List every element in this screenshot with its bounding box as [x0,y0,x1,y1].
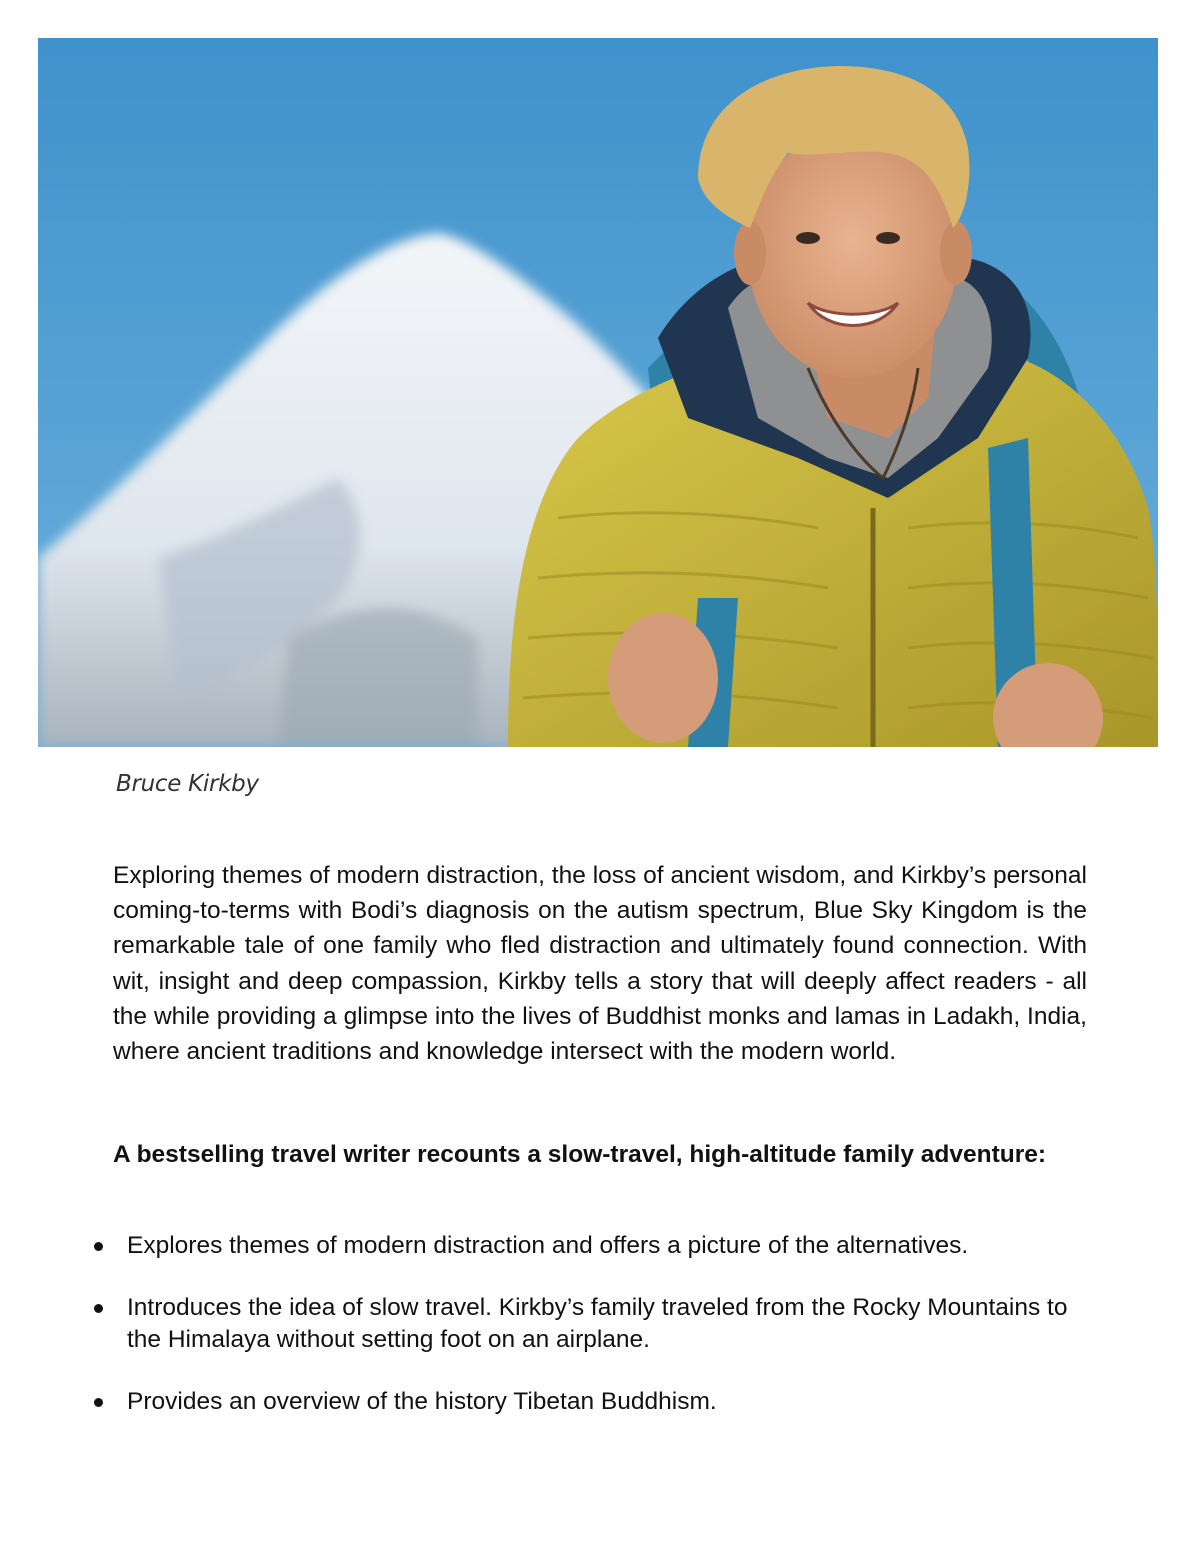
section-subhead: A bestselling travel writer recounts a slow-travel, high-altitude family adventure: [113,1141,1047,1168]
bullet-icon [94,1398,103,1407]
hand-left [608,613,718,743]
bullet-text: Provides an overview of the history Tibetan Buddhism. [127,1388,717,1415]
bullet-item [86,1230,1088,1262]
bullet-text: Introduces the idea of slow travel. Kirkby’s family traveled from the Rocky Mountains to the Himalaya without setting foot on an airplane. [127,1294,1068,1353]
bullet-item [86,1386,1088,1418]
eye-right [876,232,900,244]
description-paragraph: Exploring themes of modern distraction, the loss of ancient wisdom, and Kirkby’s personal coming-to-terms with Bodi’s diagnosis on the autism spectrum, Blue Sky Kingdom is the remarkable tale of one family who fled distraction and ultimately found connection. With wit, insight and deep compassion, Kirkby tells a story that will deeply affect readers - all the while providing a glimpse into the lives of Buddhist monks and lamas in Ladakh, India, where ancient traditions and knowledge intersect with the modern world. [113,862,1087,1066]
bullet-icon [94,1242,103,1251]
author-photo [38,38,1158,747]
author-photo-illustration [38,38,1158,747]
photo-caption: Bruce Kirkby [116,771,259,797]
feature-bullet-list [86,1230,1088,1448]
bullet-item [86,1292,1088,1356]
bullet-icon [94,1304,103,1313]
ear-left [734,221,766,285]
eye-left [796,232,820,244]
bullet-text: Explores themes of modern distraction and offers a picture of the alternatives. [127,1232,969,1259]
ear-right [940,221,972,285]
